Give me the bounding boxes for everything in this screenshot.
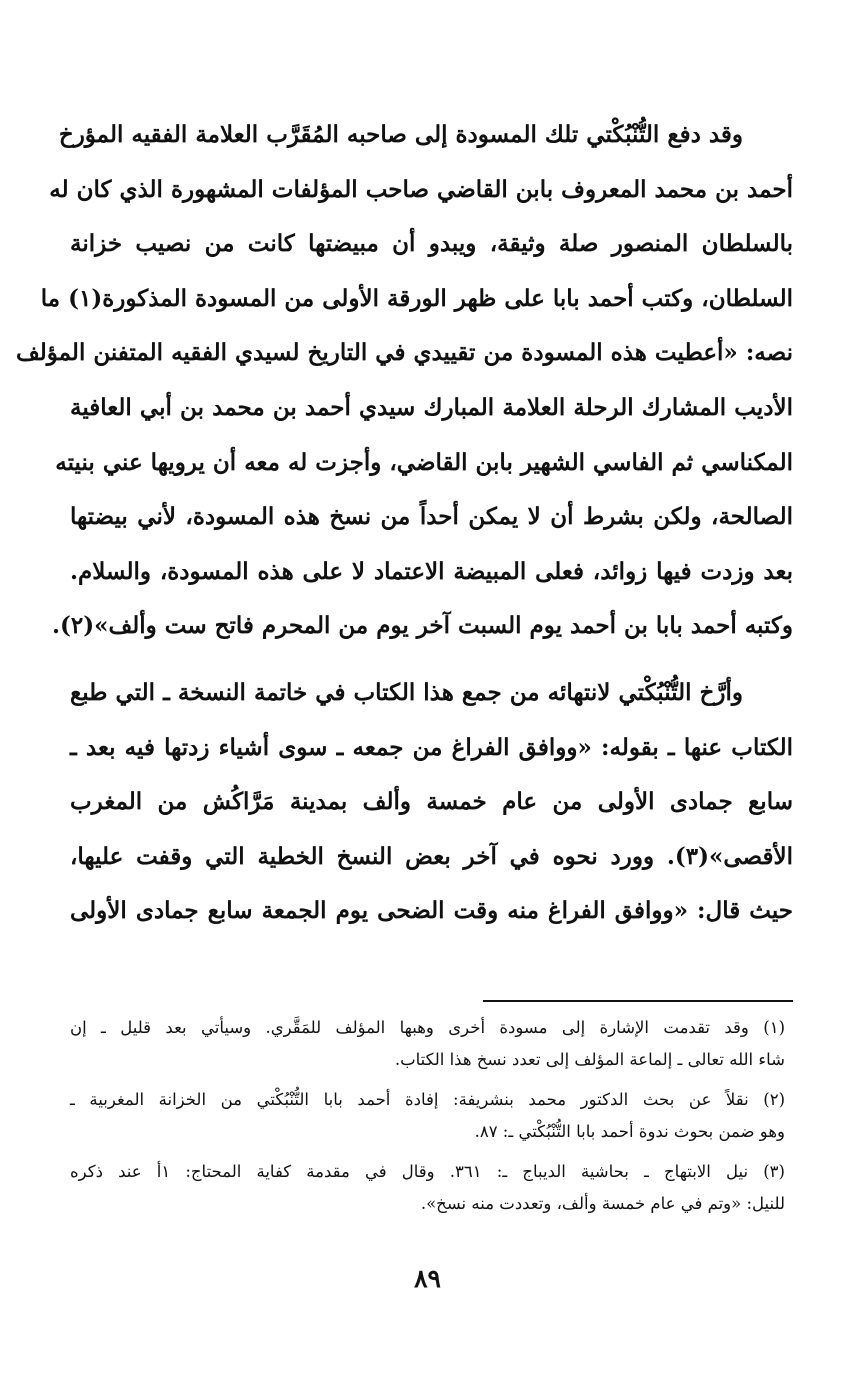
footnote-line: للنيل: «وتم في عام خمسة وألف، وتعددت منه نسخ». xyxy=(420,1194,785,1213)
text-line: حيث قال: «ووافق الفراغ منه وقت الضحى يوم الجمعة سابع جمادى الأولى xyxy=(70,897,793,925)
footnote-line: (٢) نقلاً عن بحث الدكتور محمد بنشريفة: إفادة أحمد بابا التُّنْبُكْتي من الخزانة المغربية ـ xyxy=(70,1090,785,1109)
footnote-line: شاء الله تعالى ـ إلماعة المؤلف إلى تعدد نسخ هذا الكتاب. xyxy=(394,1050,785,1069)
main-text xyxy=(15,108,793,939)
text-line: الصالحة، ولكن بشرط أن لا يمكن أحداً من نسخ هذه المسودة، لأني بيضتها xyxy=(70,503,793,531)
footnotes xyxy=(70,1012,785,1220)
footnote-line: وهو ضمن بحوث ندوة أحمد بابا التُّنْبُكْتي ـ: ٨٧. xyxy=(474,1122,785,1141)
footnote-line: (١) وقد تقدمت الإشارة إلى مسودة أخرى وهبها المؤلف للمَقَّري. وسيأتي بعد قليل ـ إن xyxy=(70,1018,785,1037)
paragraph-gap xyxy=(70,654,793,666)
text-line: السلطان، وكتب أحمد بابا على ظهر الورقة الأولى من المسودة المذكورة(١) ما xyxy=(40,284,793,312)
page-number: ٨٩ xyxy=(414,1264,441,1293)
text-line: الكتاب عنها ـ بقوله: «ووافق الفراغ من جمعه ـ سوى أشياء زدتها فيه بعد ـ xyxy=(70,733,793,761)
footnote-line: (٣) نيل الابتهاج ـ بحاشية الديباج ـ: ٣٦١. وقال في مقدمة كفاية المحتاج: ١أ عند ذكره xyxy=(70,1162,785,1181)
text-line: بعد وزدت فيها زوائد، فعلى المبيضة الاعتماد لا على هذه المسودة، والسلام. xyxy=(70,557,793,585)
text-line: وقد دفع التُّنْبُكْتي تلك المسودة إلى صاحبه المُقَرَّب العلامة الفقيه المؤرخ xyxy=(58,121,743,148)
text-line: الأديب المشارك الرحلة العلامة المبارك سيدي أحمد بن محمد بن أبي العافية xyxy=(70,393,793,421)
text-line: أحمد بن محمد المعروف بابن القاضي صاحب المؤلفات المشهورة الذي كان له xyxy=(49,175,793,203)
text-line: الأقصى»(٣). وورد نحوه في آخر بعض النسخ الخطية التي وقفت عليها، xyxy=(70,842,793,870)
footnote-separator xyxy=(483,1000,793,1002)
text-line: المكناسي ثم الفاسي الشهير بابن القاضي، وأجزت له معه أن يرويها عني بنيته xyxy=(55,448,793,476)
text-line: سابع جمادى الأولى من عام خمسة وألف بمدينة مَرَّاكُش من المغرب xyxy=(70,788,793,816)
text-line: وأرَّخ التُّنْبُكْتي لانتهائه من جمع هذا الكتاب في خاتمة النسخة ـ التي طبع xyxy=(70,678,743,706)
text-line: بالسلطان المنصور صلة وثيقة، ويبدو أن مبيضتها كانت من نصيب خزانة xyxy=(70,230,793,258)
text-line: نصه: «أعطيت هذه المسودة من تقييدي في التاريخ لسيدي الفقيه المتفنن المؤلف xyxy=(15,339,793,367)
text-line: وكتبه أحمد بابا بن أحمد يوم السبت آخر يوم من المحرم فاتح ست وألف»(٢). xyxy=(51,612,793,640)
